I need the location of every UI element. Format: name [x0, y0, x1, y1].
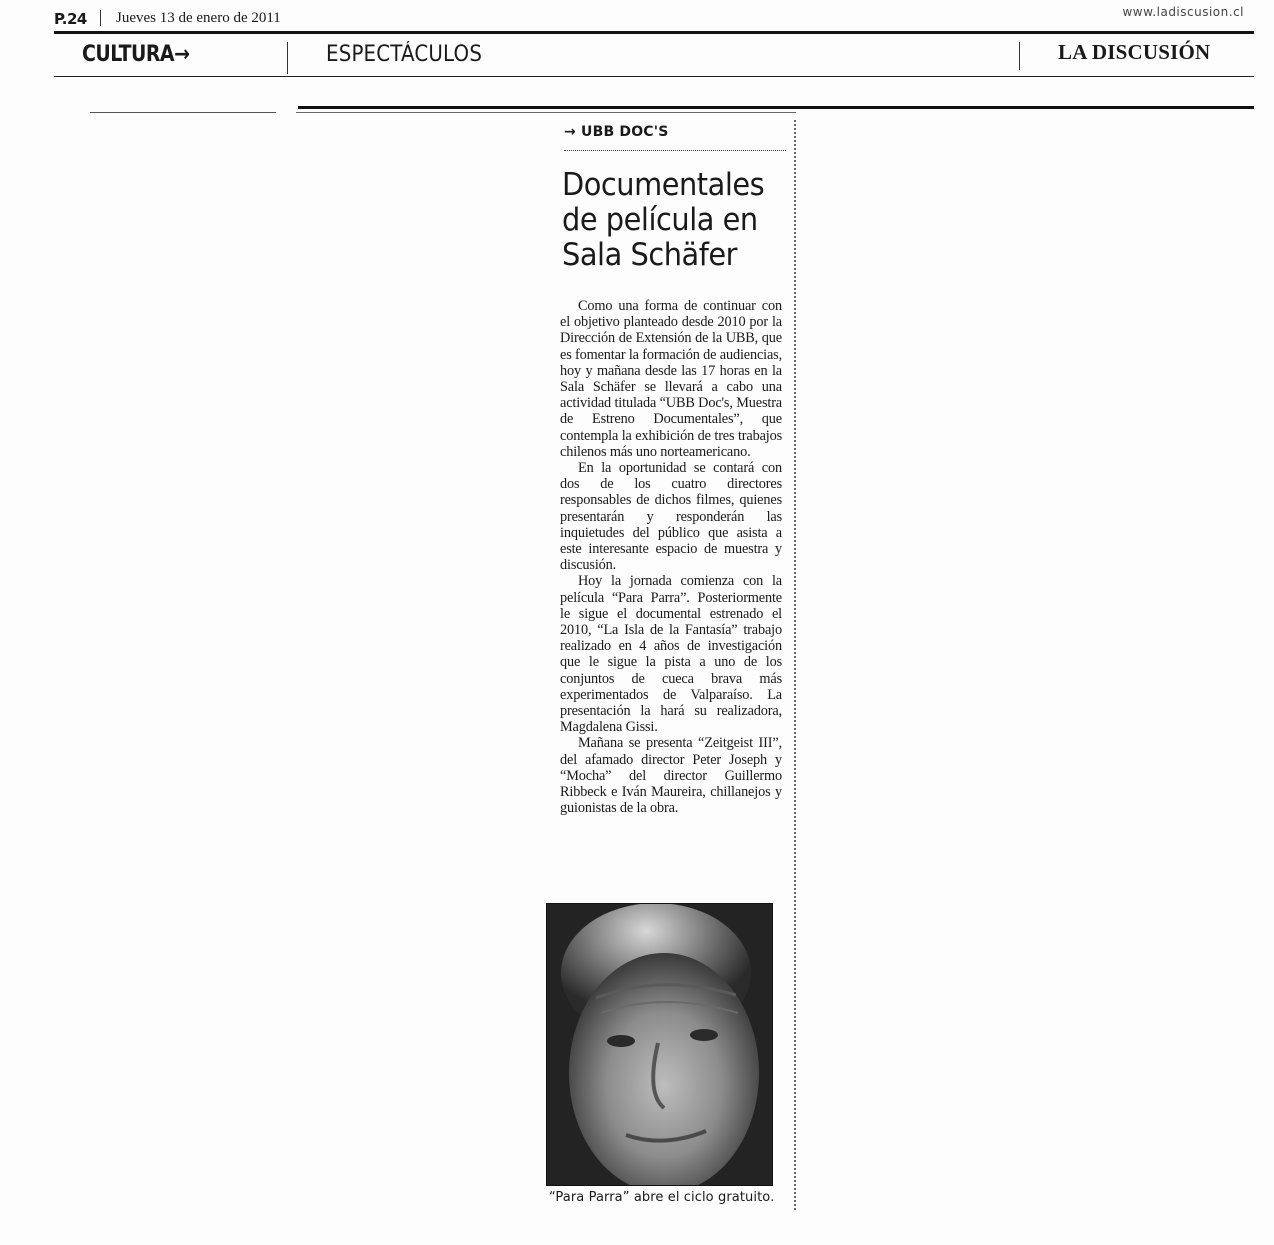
- article-photo: [546, 903, 773, 1186]
- section-label: CULTURA→: [82, 42, 190, 67]
- issue-date: Jueves 13 de enero de 2011: [116, 10, 281, 26]
- photo-caption: “Para Parra” abre el ciclo gratuito.: [549, 1190, 775, 1205]
- section-divider: [287, 42, 288, 74]
- article-kicker: → UBB DOC'S: [564, 124, 669, 140]
- section-rule: [54, 76, 1254, 77]
- paragraph: Mañana se presenta “Zeitgeist III”, del afamado director Peter Joseph y “Mocha” del director Guillermo Ribbeck e Iván Maureira, chillanejos y guionistas de la obra.: [560, 735, 782, 817]
- header-divider: [100, 10, 101, 26]
- page-rule-thin: [296, 112, 796, 113]
- kicker-rule: [564, 150, 786, 151]
- paragraph: Hoy la jornada comienza con la película “Para Parra”. Posteriormente le sigue el documental estrenado el 2010, “La Isla de la Fantasía” trabajo realizado en 4 años de investigación que le sigue la pista a uno de los conjuntos de cueca brava más experimentados de Valparaíso. La presentación la hará su realizadora, Magdalena Gissi.: [560, 573, 782, 736]
- newspaper-masthead: LA DISCUSIÓN: [1058, 40, 1211, 64]
- page-rule-main: [298, 106, 1254, 109]
- column-divider: [794, 120, 796, 1210]
- article-headline: Documentales de película en Sala Schäfer: [562, 167, 765, 273]
- website-url: www.ladiscusion.cl: [1122, 5, 1244, 19]
- subsection-label: ESPECTÁCULOS: [326, 42, 483, 67]
- page-number: P.24: [54, 10, 87, 28]
- header-rule: [54, 31, 1254, 34]
- paragraph: Como una forma de continuar con el objetivo planteado desde 2010 por la Dirección de Extensión de la UBB, que es fomentar la formación de audiencias, hoy y mañana desde las 17 horas en la Sala Schäfer se llevará a cabo una actividad titulada “UBB Doc's, Muestra de Estreno Documentales”, que contempla la exhibición de tres trabajos chilenos más uno norteamericano.: [560, 298, 783, 460]
- article-body: [560, 298, 782, 817]
- page-rule-left: [90, 112, 276, 113]
- portrait-image: [546, 903, 773, 1186]
- paragraph: En la oportunidad se contará con dos de los cuatro directores responsables de dichos filmes, quienes presentarán y responderán las inquietudes del público que asista a este interesante espacio de muestra y discusión.: [560, 460, 782, 574]
- masthead-divider: [1019, 42, 1020, 70]
